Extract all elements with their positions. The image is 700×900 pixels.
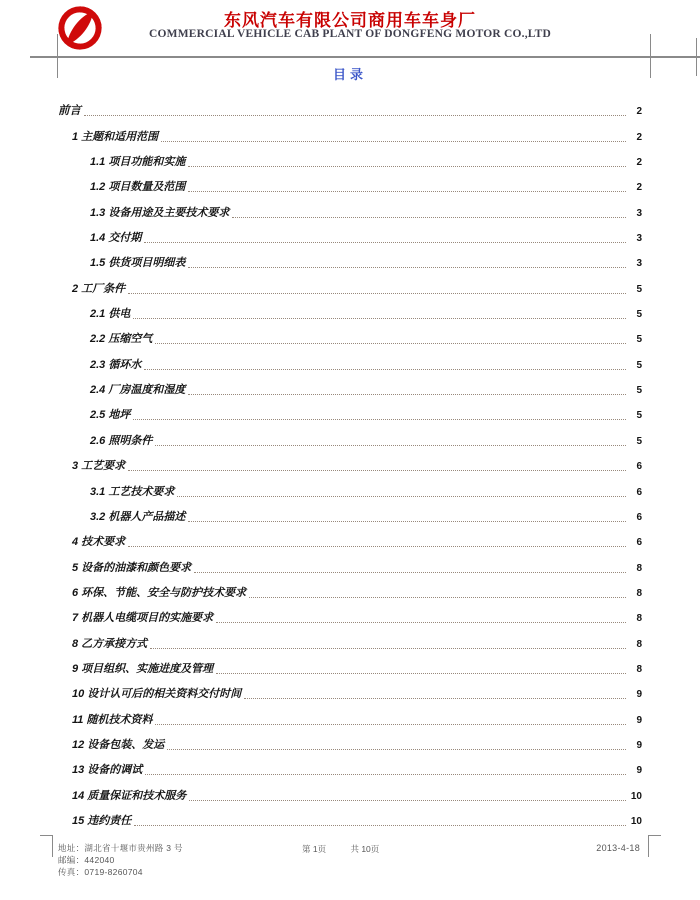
- footer-address-line: 地址：湖北省十堰市贵州路 3 号: [58, 843, 183, 853]
- toc-dot-leader: [144, 369, 626, 370]
- toc-entry[interactable]: [58, 676, 642, 701]
- toc-dot-leader: [249, 597, 626, 598]
- company-name-en: COMMERCIAL VEHICLE CAB PLANT OF DONGFENG MOTOR CO.,LTD: [149, 28, 551, 40]
- toc-entry-page: 8: [636, 613, 642, 625]
- toc-entry-label: 2.2 压缩空气: [90, 333, 153, 346]
- toc-dot-leader: [216, 673, 626, 674]
- toc-dot-leader: [133, 419, 626, 420]
- toc-dot-leader: [188, 191, 626, 192]
- toc-entry-label: 12 设备包装、发运: [72, 738, 165, 751]
- toc-entry[interactable]: [58, 777, 642, 802]
- toc-dot-leader: [161, 141, 626, 142]
- toc-entry-page: 6: [636, 511, 642, 523]
- toc-dot-leader: [177, 496, 626, 497]
- toc-entry[interactable]: [58, 727, 642, 752]
- toc-entry-label: 1.5 供货项目明细表: [90, 257, 186, 270]
- toc-dot-leader: [144, 242, 626, 243]
- toc-dot-leader: [216, 622, 626, 623]
- toc-entry-label: 2 工厂条件: [72, 282, 126, 295]
- toc-list: [58, 93, 642, 828]
- toc-entry-label: 2.1 供电: [90, 308, 131, 321]
- toc-entry-label: 2.6 照明条件: [90, 434, 153, 447]
- toc-dot-leader: [188, 394, 626, 395]
- toc-dot-leader: [133, 318, 626, 319]
- toc-entry-page: 2: [636, 106, 642, 118]
- toc-entry[interactable]: [58, 245, 642, 270]
- toc-dot-leader: [128, 293, 626, 294]
- toc-entry-label: 2.3 循环水: [90, 358, 142, 371]
- toc-entry-label: 7 机器人电缆项目的实施要求: [72, 612, 214, 625]
- toc-dot-leader: [84, 115, 626, 116]
- footer-page-current: 第 1页: [302, 844, 327, 854]
- toc-entry-page: 3: [636, 207, 642, 219]
- toc-entry-label: 3 工艺要求: [72, 460, 126, 473]
- toc-entry-page: 5: [636, 359, 642, 371]
- toc-entry-label: 1.1 项目功能和实施: [90, 156, 186, 169]
- toc-entry-page: 2: [636, 157, 642, 169]
- toc-dot-leader: [150, 648, 626, 649]
- toc-entry-label: 3.1 工艺技术要求: [90, 485, 175, 498]
- toc-dot-leader: [188, 166, 626, 167]
- toc-entry[interactable]: [58, 346, 642, 371]
- footer-fax-line: 传真：0719-8260704: [58, 867, 143, 877]
- toc-entry[interactable]: [58, 575, 642, 600]
- toc-entry[interactable]: [58, 270, 642, 295]
- footer-page-total: 共 10页: [350, 844, 380, 854]
- toc-dot-leader: [188, 521, 626, 522]
- toc-dot-leader: [155, 445, 626, 446]
- toc-entry[interactable]: [58, 473, 642, 498]
- toc-entry[interactable]: [58, 499, 642, 524]
- toc-entry[interactable]: [58, 524, 642, 549]
- toc-entry-page: 9: [636, 689, 642, 701]
- toc-entry[interactable]: [58, 625, 642, 650]
- toc-entry-label: 9 项目组织、实施进度及管理: [72, 662, 214, 675]
- toc-entry[interactable]: [58, 93, 642, 118]
- footer-page-info: [302, 843, 379, 855]
- toc-entry[interactable]: [58, 752, 642, 777]
- toc-entry[interactable]: [58, 296, 642, 321]
- toc-entry-page: 5: [636, 283, 642, 295]
- toc-entry-label: 5 设备的油漆和颜色要求: [72, 561, 192, 574]
- company-name-cn: 东风汽车有限公司商用车车身厂: [224, 11, 476, 30]
- toc-dot-leader: [194, 572, 626, 573]
- toc-entry-page: 2: [636, 131, 642, 143]
- toc-entry-label: 2.4 厂房温度和湿度: [90, 384, 186, 397]
- toc-entry-page: 10: [630, 790, 642, 802]
- toc-entry-page: 9: [636, 765, 642, 777]
- header-rule: [30, 56, 700, 58]
- toc-entry-page: 6: [636, 486, 642, 498]
- toc-entry[interactable]: [58, 220, 642, 245]
- toc-dot-leader: [244, 698, 626, 699]
- toc-entry-label: 3.2 机器人产品描述: [90, 510, 186, 523]
- toc-title: 目录: [332, 67, 367, 82]
- toc-entry[interactable]: [58, 701, 642, 726]
- toc-dot-leader: [145, 774, 626, 775]
- toc-entry-label: 8 乙方承接方式: [72, 637, 148, 650]
- toc-entry-page: 3: [636, 258, 642, 270]
- toc-entry-page: 9: [636, 739, 642, 751]
- toc-dot-leader: [155, 343, 626, 344]
- toc-entry[interactable]: [58, 549, 642, 574]
- toc-entry-page: 5: [636, 410, 642, 422]
- toc-entry[interactable]: [58, 600, 642, 625]
- toc-entry-page: 8: [636, 562, 642, 574]
- footer-postcode-line: 邮编：442040: [58, 855, 115, 865]
- toc-entry-label: 11 随机技术资料: [72, 713, 153, 726]
- toc-entry-page: 5: [636, 385, 642, 397]
- toc-entry[interactable]: [58, 422, 642, 447]
- toc-entry-page: 9: [636, 714, 642, 726]
- toc-entry-label: 6 环保、节能、安全与防护技术要求: [72, 586, 247, 599]
- toc-dot-leader: [188, 267, 626, 268]
- toc-entry-label: 1.2 项目数量及范围: [90, 181, 186, 194]
- toc-entry-label: 15 违约责任: [72, 814, 132, 827]
- footer-address-block: [58, 842, 183, 878]
- toc-entry[interactable]: [58, 448, 642, 473]
- toc-entry-label: 2.5 地坪: [90, 409, 131, 422]
- toc-entry-label: 13 设备的调试: [72, 764, 143, 777]
- footer-corner-mark-right: [648, 835, 661, 857]
- toc-entry[interactable]: [58, 169, 642, 194]
- toc-entry[interactable]: [58, 803, 642, 828]
- footer-date: 2013-4-18: [596, 843, 640, 853]
- toc-entry-page: 8: [636, 663, 642, 675]
- toc-entry-label: 1.4 交付期: [90, 232, 142, 245]
- toc-entry-label: 1.3 设备用途及主要技术要求: [90, 206, 230, 219]
- toc-entry-label: 前言: [58, 105, 81, 118]
- toc-dot-leader: [128, 546, 626, 547]
- toc-entry-page: 3: [636, 233, 642, 245]
- toc-dot-leader: [155, 724, 626, 725]
- toc-dot-leader: [189, 800, 626, 801]
- toc-entry[interactable]: [58, 651, 642, 676]
- toc-entry-page: 2: [636, 182, 642, 194]
- toc-entry-page: 6: [636, 461, 642, 473]
- toc-dot-leader: [167, 749, 626, 750]
- toc-entry-page: 5: [636, 334, 642, 346]
- toc-entry[interactable]: [58, 144, 642, 169]
- toc-entry-page: 8: [636, 638, 642, 650]
- toc-entry-page: 6: [636, 537, 642, 549]
- toc-dot-leader: [134, 825, 626, 826]
- toc-entry-label: 14 质量保证和技术服务: [72, 789, 187, 802]
- toc-entry[interactable]: [58, 397, 642, 422]
- toc-entry-page: 5: [636, 435, 642, 447]
- toc-entry[interactable]: [58, 118, 642, 143]
- toc-entry-page: 5: [636, 309, 642, 321]
- toc-dot-leader: [232, 217, 626, 218]
- toc-entry-label: 10 设计认可后的相关资料交付时间: [72, 688, 242, 701]
- toc-entry-label: 4 技术要求: [72, 536, 126, 549]
- toc-entry[interactable]: [58, 372, 642, 397]
- toc-entry-label: 1 主题和适用范围: [72, 130, 159, 143]
- toc-entry[interactable]: [58, 194, 642, 219]
- footer-corner-mark-left: [40, 835, 53, 857]
- toc-entry-page: 8: [636, 587, 642, 599]
- toc-dot-leader: [128, 470, 626, 471]
- toc-entry[interactable]: [58, 321, 642, 346]
- toc-entry-page: 10: [630, 815, 642, 827]
